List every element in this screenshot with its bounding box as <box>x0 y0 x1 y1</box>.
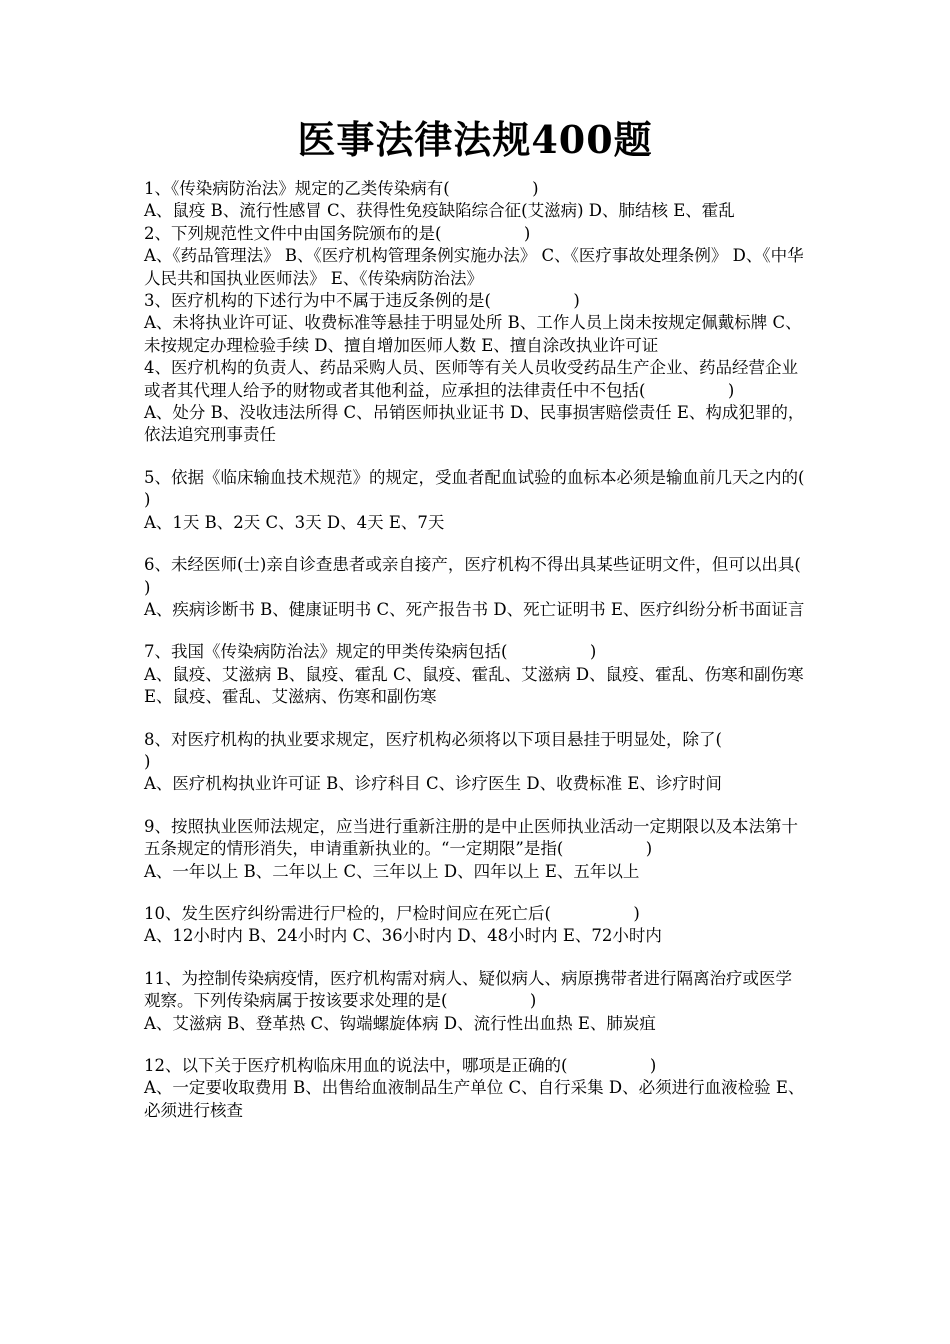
question-options: A、鼠疫 B、流行性感冒 C、获得性免疫缺陷综合征(艾滋病) D、肺结核 E、霍乱 <box>144 201 735 221</box>
question-stem: 2、下列规范性文件中由国务院颁布的是( ) <box>144 223 531 243</box>
question-stem: 9、按照执业医师法规定，应当进行重新注册的是中止医师执业活动一定期限以及本法第十五条规定的情形消失，申请重新执业的。“一定期限”是指( ) <box>144 816 798 859</box>
question-options: A、一年以上 B、二年以上 C、三年以上 D、四年以上 E、五年以上 <box>144 861 640 881</box>
question-stem: 4、医疗机构的负责人、药品采购人员、医师等有关人员收受药品生产企业、药品经营企业或者其代理人给予的财物或者其他利益，应承担的法律责任中不包括( ) <box>144 358 798 400</box>
question-item <box>144 641 806 708</box>
question-item <box>144 178 806 223</box>
question-stem: 5、依据《临床输血技术规范》的规定，受血者配血试验的血标本必须是输血前几天之内的( ) <box>144 467 887 510</box>
document-title: 医事法律法规400题 <box>297 117 653 162</box>
question-stem: 7、我国《传染病防治法》规定的甲类传染病包括( ) <box>144 642 597 662</box>
question-options: A、疾病诊断书 B、健康证明书 C、死产报告书 D、死亡证明书 E、医疗纠纷分析书面证言 <box>144 599 805 619</box>
question-options: A、处分 B、没收违法所得 C、吊销医师执业证书 D、民事损害赔偿责任 E、构成犯罪的，依法追究刑事责任 <box>144 403 805 445</box>
question-options: A、鼠疫、艾滋病 B、鼠疫、霍乱 C、鼠疫、霍乱、艾滋病 D、鼠疫、霍乱、伤寒和副伤寒 E、鼠疫、霍乱、艾滋病、伤寒和副伤寒 <box>144 664 804 707</box>
question-stem: 1、《传染病防治法》规定的乙类传染病有( ) <box>144 179 539 198</box>
question-stem: 8、对医疗机构的执业要求规定，医疗机构必须将以下项目悬挂于明显处，除了( ) <box>144 729 805 771</box>
question-options: A、一定要收取费用 B、出售给血液制品生产单位 C、自行采集 D、必须进行血液检验 E、必须进行核查 <box>144 1078 805 1120</box>
question-stem: 11、为控制传染病疫情，医疗机构需对病人、疑似病人、病原携带者进行隔离治疗或医学观察。下列传染病属于按该要求处理的是( ) <box>144 968 792 1011</box>
question-stem: 3、医疗机构的下述行为中不属于违反条例的是( ) <box>144 291 580 311</box>
question-item <box>144 554 884 621</box>
question-stem: 12、以下关于医疗机构临床用血的说法中，哪项是正确的( ) <box>144 1056 657 1075</box>
question-item <box>144 357 806 447</box>
question-options: A、1天 B、2天 C、3天 D、4天 E、7天 <box>144 512 445 532</box>
question-item <box>144 467 887 534</box>
question-item <box>144 1055 806 1122</box>
question-options: A、艾滋病 B、登革热 C、钩端螺旋体病 D、流行性出血热 E、肺炭疽 <box>144 1013 656 1033</box>
question-item <box>144 816 806 883</box>
question-stem: 6、未经医师(士)亲自诊查患者或亲自接产，医疗机构不得出具某些证明文件，但可以出具( ) <box>144 555 884 597</box>
question-item <box>144 290 806 357</box>
question-item <box>144 903 806 948</box>
question-options: A、《药品管理法》 B、《医疗机构管理条例实施办法》 C、《医疗事故处理条例》 D、《中华人民共和国执业医师法》 E、《传染病防治法》 <box>144 246 804 288</box>
question-options: A、12小时内 B、24小时内 C、36小时内 D、48小时内 E、72小时内 <box>144 926 662 946</box>
question-item <box>144 223 806 290</box>
question-list <box>144 178 887 1122</box>
question-options: A、医疗机构执业许可证 B、诊疗科目 C、诊疗医生 D、收费标准 E、诊疗时间 <box>144 774 722 794</box>
question-stem: 10、发生医疗纠纷需进行尸检的，尸检时间应在死亡后( ) <box>144 903 640 923</box>
question-options: A、未将执业许可证、收费标准等悬挂于明显处所 B、工作人员上岗未按规定佩戴标牌 C、未按规定办理检验手续 D、擅自增加医师人数 E、擅自涂改执业许可证 <box>144 313 802 355</box>
question-item <box>144 729 806 796</box>
question-item <box>144 968 806 1035</box>
